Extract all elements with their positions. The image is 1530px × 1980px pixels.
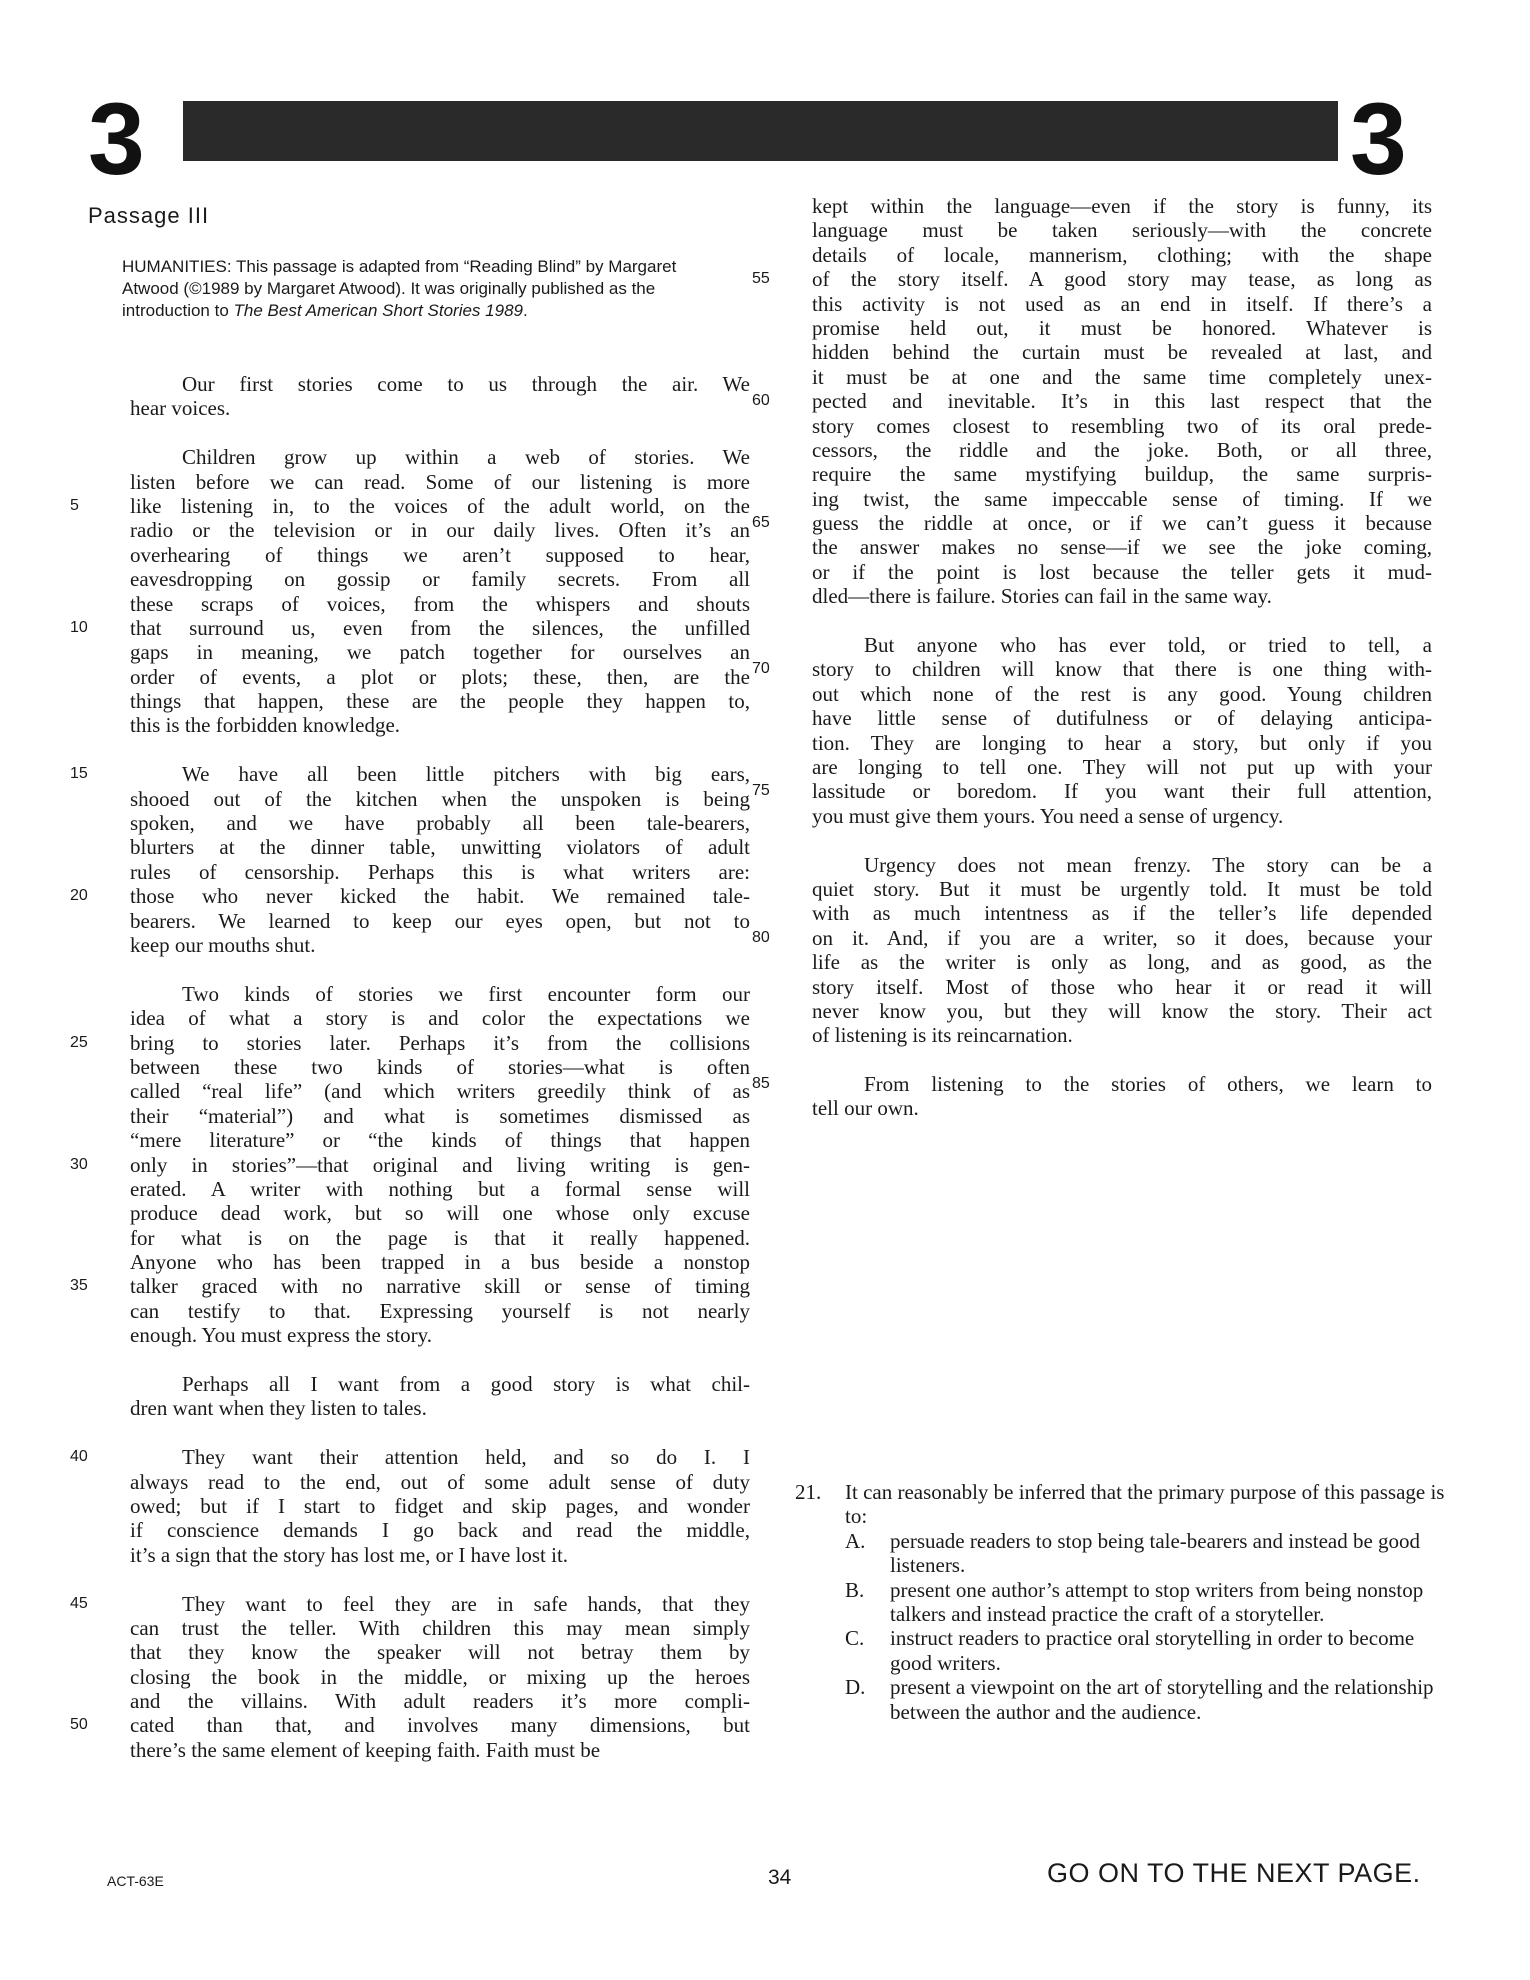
section-number-left: 3 [88,82,145,196]
passage-line: out which none of the rest is any good. Young children [812,681,1432,706]
choice-letter: C. [845,1626,865,1651]
intro-text: HUMANITIES: This passage is adapted from “Reading Blind” by Margaret Atwood (©1989 by Margaret Atwood). It was originally published as the introduction to [122,257,677,320]
line-number: 80 [752,928,770,946]
paragraph-gap [130,1421,750,1445]
passage-line: gaps in meaning, we patch together for ourselves an [130,640,750,665]
passage-line: closing the book in the middle, or mixing up the heroes [130,1664,750,1689]
passage-line: We have all been little pitchers with big ears, 15 [70,762,750,787]
answer-choice [845,1675,1455,1724]
passage-line: promise held out, it must be honored. Whatever is [812,315,1432,340]
passage-line: eavesdropping on gossip or family secrets. From all [130,567,750,592]
answer-choice [845,1578,1455,1627]
intro-book-title: The Best American Short Stories 1989 [233,301,523,320]
passage-line: always read to the end, out of some adult sense of duty [130,1469,750,1494]
line-number: 30 [70,1155,88,1173]
answer-choice [845,1626,1455,1675]
passage-line: can testify to that. Expressing yourself is not nearly [130,1298,750,1323]
passage-line: cessors, the riddle and the joke. Both, or all three, [812,437,1432,462]
intro-suffix: . [522,301,528,320]
passage-line: pected and inevitable. It’s in this last respect that the 60 [752,389,1432,414]
paragraph-gap [812,1048,1432,1072]
choice-text: present a viewpoint on the art of storytelling and the relationship between the author and the audience. [890,1675,1434,1724]
paragraph [70,1445,750,1567]
passage-line: guess the riddle at once, or if we can’t guess it because 65 [752,511,1432,536]
passage-line: They want their attention held, and so do I. I 40 [70,1445,750,1470]
passage-line: Perhaps all I want from a good story is what chil- [182,1372,750,1397]
passage-line: radio or the television or in our daily lives. Often it’s an [130,518,750,543]
passage-line: lassitude or boredom. If you want their full attention, 75 [752,779,1432,804]
passage-line: of listening is its reincarnation. [812,1023,1073,1048]
passage-line: there’s the same element of keeping faith. Faith must be [130,1737,601,1762]
passage-line: or if the point is lost because the teller gets it mud- [812,559,1432,584]
paragraph [752,194,1432,609]
passage-line: talker graced with no narrative skill or sense of timing 35 [70,1274,750,1299]
passage-line: From listening to the stories of others, we learn to 85 [752,1072,1432,1097]
passage-line: only in stories”—that original and living writing is gen- 30 [70,1152,750,1177]
passage-line: erated. A writer with nothing but a formal sense will [130,1176,750,1201]
passage-line: Anyone who has been trapped in a bus beside a nonstop [130,1250,750,1275]
paragraph [752,633,1432,828]
passage-line: like listening in, to the voices of the adult world, on the 5 [70,493,750,518]
paragraph [752,1072,1432,1121]
passage-line: it’s a sign that the story has lost me, or I have lost it. [130,1542,569,1567]
paragraph [752,852,1432,1048]
passage-line: story to children will know that there is one thing with- 70 [752,657,1432,682]
passage-line: that they know the speaker will not betray them by [130,1640,750,1665]
passage-line: cated than that, and involves many dimensions, but 50 [70,1713,750,1738]
passage-line: idea of what a story is and color the expectations we [130,1006,750,1031]
passage-line: on it. And, if you are a writer, so it does, because your 80 [752,925,1432,950]
line-number: 25 [70,1033,88,1051]
passage-line: ing twist, the same impeccable sense of timing. If we [812,486,1432,511]
passage-intro [122,256,732,322]
answer-choices [795,1529,1455,1724]
form-code: ACT-63E [107,1873,164,1889]
passage-line: called “real life” (and which writers greedily think of as [130,1079,750,1104]
passage-line: this is the forbidden knowledge. [130,713,401,738]
line-number: 65 [752,514,770,532]
passage-line: between these two kinds of stories—what is often [130,1054,750,1079]
choice-text: instruct readers to practice oral storytelling in order to become good writers. [890,1626,1415,1675]
passage-line: “mere literature” or “the kinds of things that happen [130,1128,750,1153]
passage-line: of the story itself. A good story may tease, as long as 55 [752,267,1432,292]
paragraph [70,762,750,957]
passage-column-left [70,372,750,1762]
passage-line: hear voices. [130,396,231,421]
next-page-instruction: GO ON TO THE NEXT PAGE. [1047,1858,1421,1888]
passage-line: dren want when they listen to tales. [130,1396,427,1421]
passage-line: Children grow up within a web of stories. We [182,445,750,470]
paragraph [130,1372,750,1421]
passage-line: require the same mystifying buildup, the same surpris- [812,462,1432,487]
paragraph-gap [130,957,750,981]
choice-letter: A. [845,1528,866,1553]
passage-line: these scraps of voices, from the whispers and shouts [130,591,750,616]
passage-line: produce dead work, but so will one whose only excuse [130,1201,750,1226]
passage-line: Urgency does not mean frenzy. The story can be a [864,852,1432,877]
passage-line: bring to stories later. Perhaps it’s from the collisions 25 [70,1030,750,1055]
passage-line: blurters at the dinner table, unwitting violators of adult [130,835,750,860]
passage-line: the answer makes no sense—if we see the joke coming, [812,535,1432,560]
choice-letter: D. [845,1675,866,1700]
line-number: 5 [70,496,79,514]
paragraph-gap [130,421,750,445]
line-number: 15 [70,765,88,783]
passage-line: it must be at one and the same time completely unex- [812,364,1432,389]
passage-column-right [752,194,1432,1121]
passage-line: spoken, and we have probably all been tale-bearers, [130,811,750,836]
question-21 [795,1480,1455,1724]
passage-line: listen before we can read. Some of our listening is more [130,469,750,494]
passage-line: story comes closest to resembling two of its oral prede- [812,413,1432,438]
line-number: 85 [752,1075,770,1093]
page-number: 34 [768,1866,792,1889]
paragraph [70,981,750,1348]
passage-line: and the villains. With adult readers it’s more compli- [130,1689,750,1714]
paragraph [130,372,750,421]
line-number: 10 [70,618,88,636]
passage-line: hidden behind the curtain must be revealed at last, and [812,340,1432,365]
passage-line: you must give them yours. You need a sense of urgency. [812,803,1284,828]
line-number: 75 [752,782,770,800]
passage-line: kept within the language—even if the story is funny, its [812,194,1432,218]
passage-line: this activity is not used as an end in itself. If there’s a [812,291,1432,316]
passage-line: tell our own. [812,1096,919,1121]
passage-line: never know you, but they will know the story. Their act [812,998,1432,1023]
passage-line: things that happen, these are the people they happen to, [130,689,750,714]
passage-line: order of events, a plot or plots; these, then, are the [130,664,750,689]
choice-text: present one author’s attempt to stop writers from being nonstop talkers and instead practice the craft of a storyteller. [890,1577,1424,1627]
paragraph-gap [812,828,1432,852]
line-number: 20 [70,887,88,905]
passage-line: have little sense of dutifulness or of delaying anticipa- [812,706,1432,731]
line-number: 70 [752,660,770,678]
passage-line: owed; but if I start to fidget and skip pages, and wonder [130,1493,750,1518]
section-number-right: 3 [1350,82,1407,196]
passage-line: overhearing of things we aren’t supposed to hear, [130,542,750,567]
line-number: 55 [752,270,770,288]
passage-line: their “material”) and what is sometimes dismissed as [130,1103,750,1128]
passage-line: dled—there is failure. Stories can fail in the same way. [812,584,1272,609]
passage-line: life as the writer is only as long, and as good, as the [812,950,1432,975]
passage-line: keep our mouths shut. [130,932,316,957]
paragraph [70,445,750,738]
line-number: 45 [70,1594,88,1612]
passage-line: details of locale, mannerism, clothing; with the shape [812,242,1432,267]
passage-line: Our first stories come to us through the air. We [182,372,750,396]
passage-line: bearers. We learned to keep our eyes open, but not to [130,908,750,933]
question-number: 21. [795,1480,822,1504]
passage-line: shooed out of the kitchen when the unspoken is being [130,786,750,811]
paragraph-gap [130,1567,750,1591]
passage-line: are longing to tell one. They will not put up with your [812,754,1432,779]
question-stem: It can reasonably be inferred that the primary purpose of this passage is to: [845,1480,1445,1529]
passage-line: quiet story. But it must be urgently told. It must be told [812,876,1432,901]
section-header-bar [183,101,1338,161]
passage-line: story itself. Most of those who hear it or read it will [812,974,1432,999]
passage-line: rules of censorship. Perhaps this is what writers are: [130,859,750,884]
passage-line: But anyone who has ever told, or tried to tell, a [864,633,1432,658]
passage-line: enough. You must express the story. [130,1323,432,1348]
paragraph-gap [812,609,1432,633]
passage-line: for what is on the page is that it really happened. [130,1225,750,1250]
passage-line: those who never kicked the habit. We remained tale- 20 [70,884,750,909]
passage-line: tion. They are longing to hear a story, but only if you [812,730,1432,755]
paragraph-gap [130,1348,750,1372]
passage-line: can trust the teller. With children this may mean simply [130,1615,750,1640]
choice-letter: B. [845,1577,865,1602]
passage-line: language must be taken seriously—with the concrete [812,218,1432,243]
passage-label: Passage III [88,203,210,228]
passage-line: if conscience demands I go back and read the middle, [130,1518,750,1543]
passage-line: They want to feel they are in safe hands, that they 45 [70,1591,750,1616]
passage-line: with as much intentness as if the teller’s life depended [812,901,1432,926]
line-number: 40 [70,1448,88,1466]
passage-line: Two kinds of stories we first encounter form our [182,981,750,1006]
line-number: 35 [70,1277,88,1295]
passage-line: that surround us, even from the silences, the unfilled 10 [70,615,750,640]
paragraph-gap [130,738,750,762]
answer-choice [845,1529,1455,1578]
paragraph [70,1591,750,1763]
line-number: 60 [752,392,770,410]
choice-text: persuade readers to stop being tale-bearers and instead be good listeners. [890,1528,1421,1578]
line-number: 50 [70,1716,88,1734]
